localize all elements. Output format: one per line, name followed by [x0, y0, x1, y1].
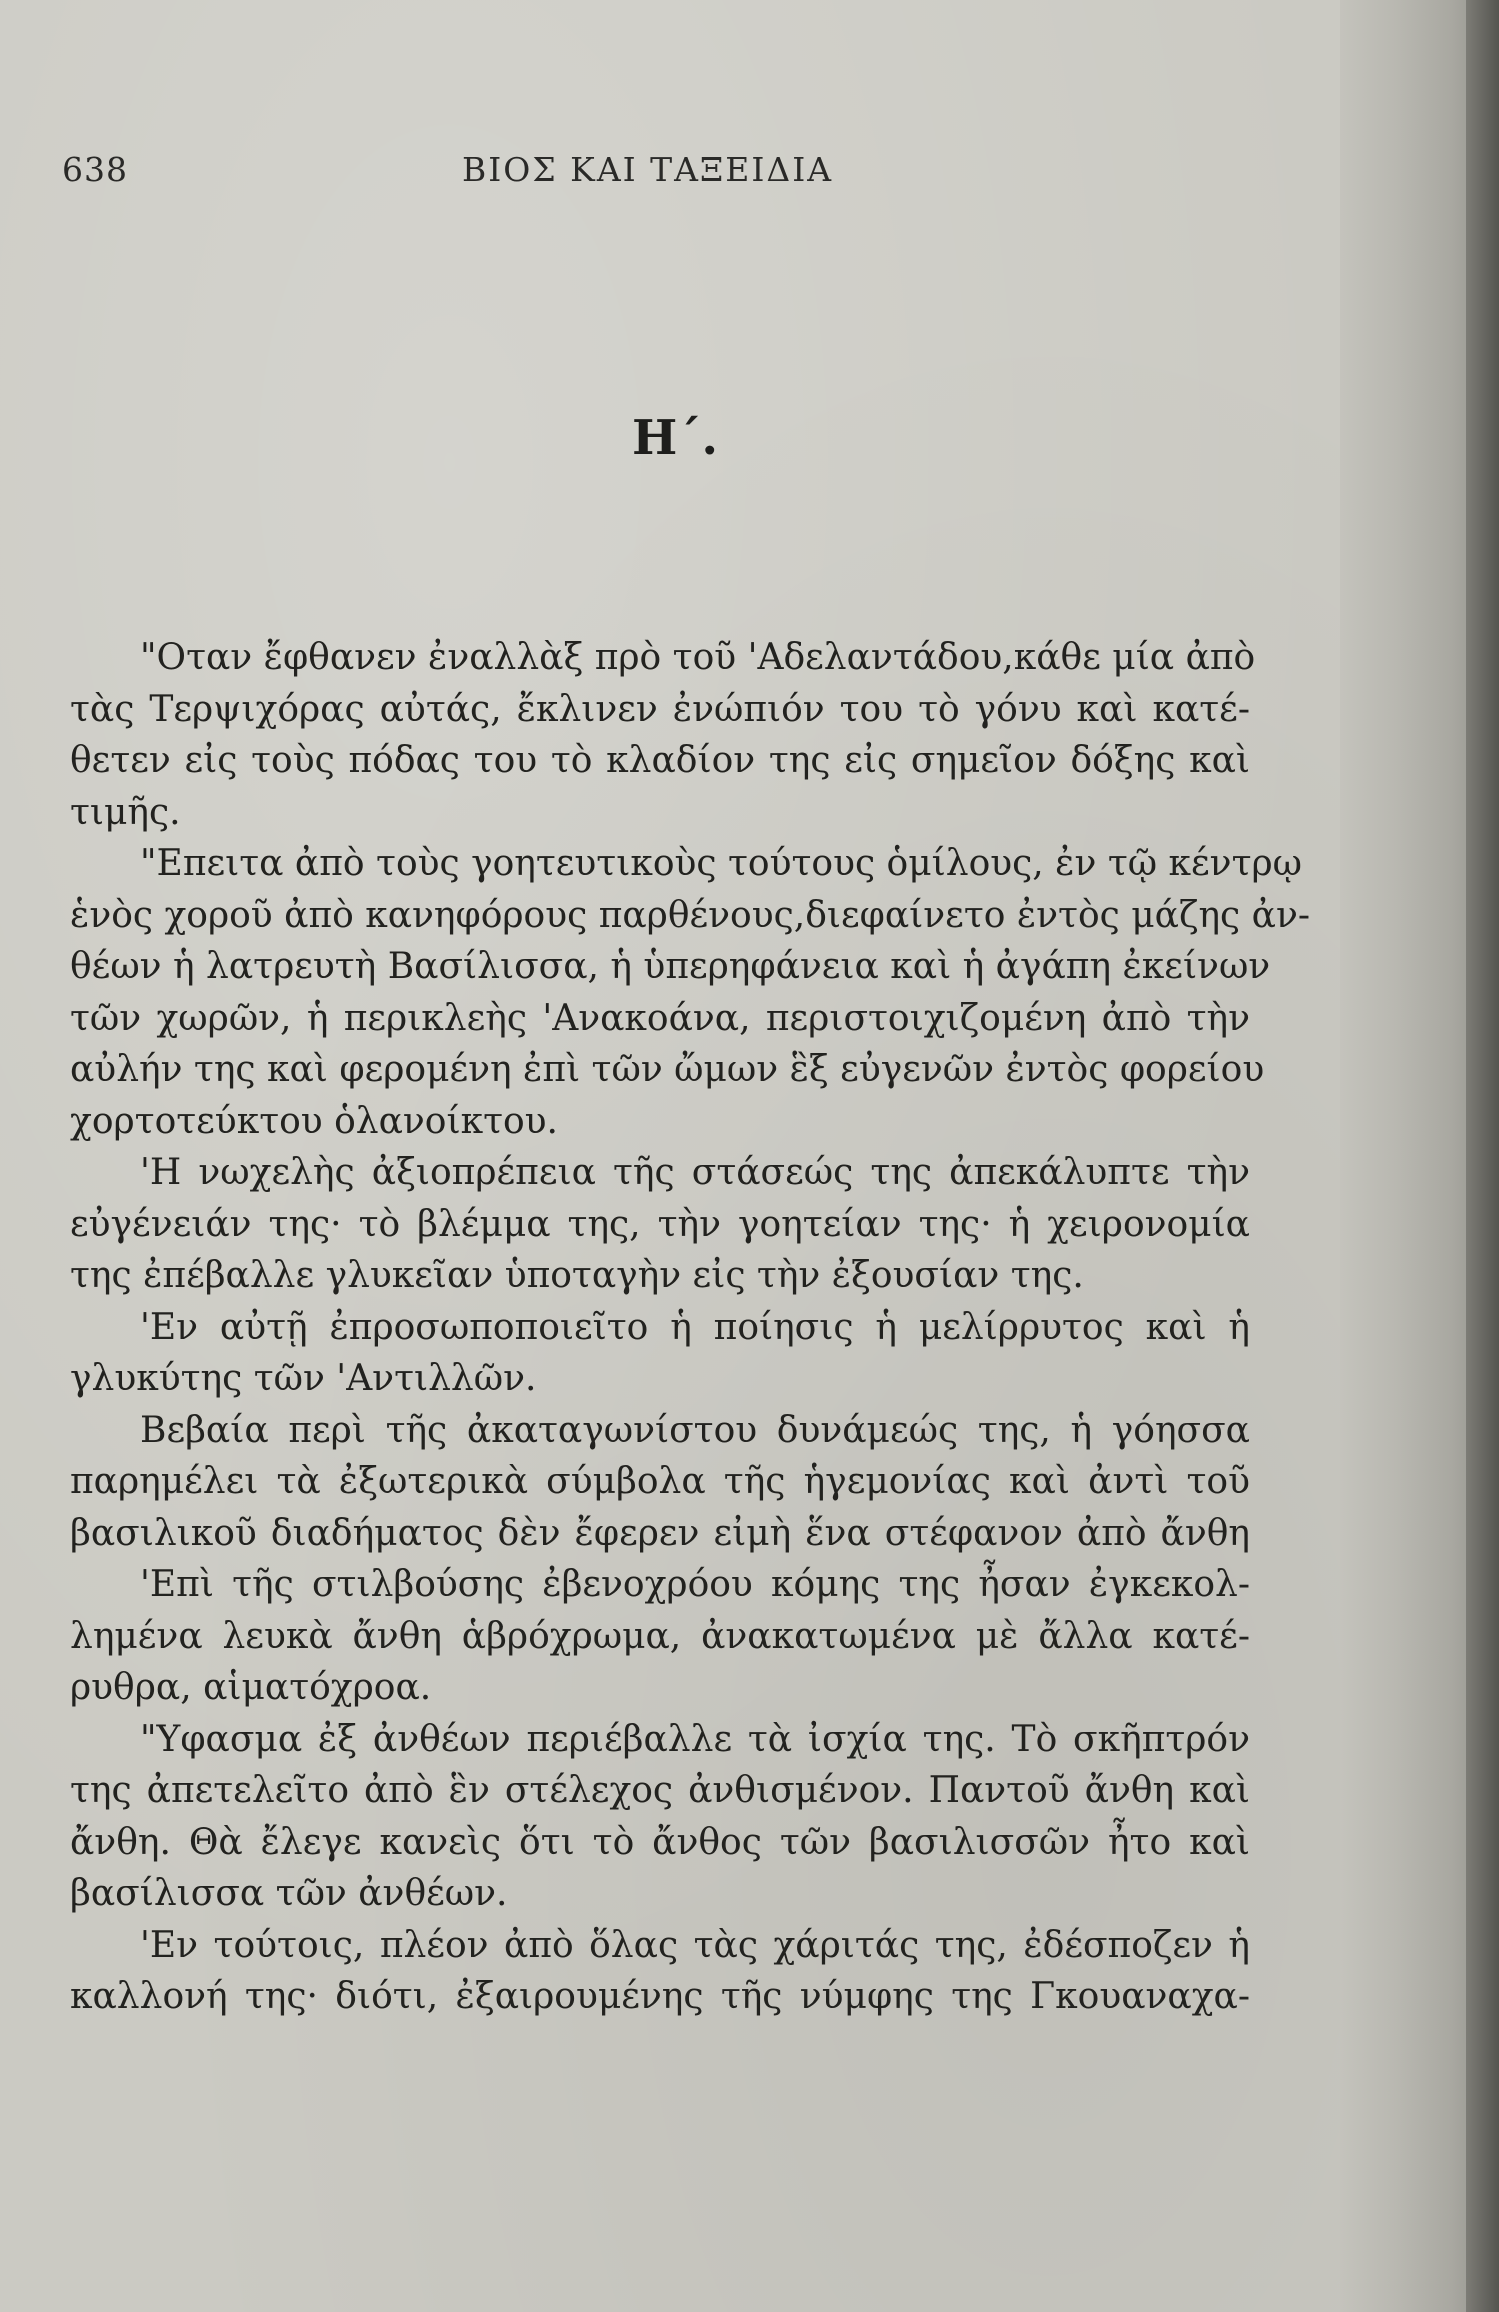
text-line: θετεν εἰς τοὺς πόδας του τὸ κλαδίον της εἰς σημεῖον δόξης καὶ	[70, 740, 1250, 781]
text-line: ἄνθη. Θὰ ἔλεγε κανεὶς ὅτι τὸ ἄνθος τῶν βασιλισσῶν ἦτο καὶ	[70, 1821, 1250, 1863]
text-line: τιμῆς.	[70, 791, 181, 833]
book-spine-edge	[1466, 0, 1499, 2312]
text-line: της ἀπετελεῖτο ἀπὸ ἓν στέλεχος ἀνθισμένον. Παντοῦ ἄνθη καὶ	[70, 1770, 1250, 1811]
text-line: λημένα λευκὰ ἄνθη ἁβρόχρωμα, ἀνακατωμένα μὲ ἄλλα κατέ-	[70, 1615, 1250, 1657]
text-line: γλυκύτης τῶν 'Αντιλλῶν.	[70, 1358, 537, 1399]
text-line: εὐγένειάν της· τὸ βλέμμα της, τὴν γοητείαν της· ἡ χειρονομία	[70, 1203, 1250, 1245]
text-line: "Υφασμα ἐξ ἀνθέων περιέβαλλε τὰ ἰσχία της. Τὸ σκῆπτρόν	[140, 1718, 1250, 1760]
text-line: ἑνὸς χοροῦ ἀπὸ κανηφόρους παρθένους,διεφαίνετο ἐντὸς μάζης ἀν-	[70, 894, 1310, 936]
text-line: αὐλήν της καὶ φερομένη ἐπὶ τῶν ὤμων ἓξ εὐγενῶν ἐντὸς φορείου	[70, 1049, 1265, 1090]
text-line: της ἐπέβαλλε γλυκεῖαν ὑποταγὴν εἰς τὴν ἐξουσίαν της.	[70, 1255, 1084, 1296]
text-line: "Οταν ἔφθανεν ἐναλλὰξ πρὸ τοῦ 'Αδελαντάδου,κάθε μία ἀπὸ	[140, 637, 1256, 678]
text-line: χορτοτεύκτου ὁλανοίκτου.	[70, 1100, 559, 1142]
page-number: 638	[62, 150, 128, 189]
text-line: παρημέλει τὰ ἐξωτερικὰ σύμβολα τῆς ἡγεμονίας καὶ ἀντὶ τοῦ	[70, 1461, 1250, 1502]
text-line: βασιλικοῦ διαδήματος δὲν ἔφερεν εἰμὴ ἕνα στέφανον ἀπὸ ἄνθη	[70, 1512, 1250, 1554]
text-line: τὰς Τερψιχόρας αὐτάς, ἔκλινεν ἐνώπιόν του τὸ γόνυ καὶ κατέ-	[70, 688, 1250, 730]
text-line: καλλονή της· διότι, ἐξαιρουμένης τῆς νύμφης της Γκουαναχα-	[70, 1976, 1250, 2017]
text-line: Βεβαία περὶ τῆς ἀκαταγωνίστου δυνάμεώς της, ἡ γόησσα	[140, 1409, 1250, 1451]
running-title: ΒΙΟΣ ΚΑΙ ΤΑΞΕΙΔΙΑ	[462, 150, 834, 189]
text-line: 'Εν αὐτῇ ἐπροσωποποιεῖτο ἡ ποίησις ἡ μελίρρυτος καὶ ἡ	[140, 1306, 1250, 1348]
text-line: τῶν χωρῶν, ἡ περικλεὴς 'Ανακοάνα, περιστοιχιζομένη ἀπὸ τὴν	[70, 997, 1250, 1039]
chapter-heading: Η΄.	[632, 410, 719, 466]
text-line: ρυθρα, αἱματόχροα.	[70, 1667, 432, 1708]
text-line: "Επειτα ἀπὸ τοὺς γοητευτικοὺς τούτους ὁμίλους, ἐν τῷ κέντρῳ	[140, 843, 1303, 884]
text-line: θέων ἡ λατρευτὴ Βασίλισσα, ἡ ὑπερηφάνεια καὶ ἡ ἀγάπη ἐκείνων	[70, 946, 1271, 987]
text-line: 'Εν τούτοις, πλέον ἀπὸ ὅλας τὰς χάριτάς της, ἐδέσποζεν ἡ	[140, 1924, 1250, 1966]
text-line: βασίλισσα τῶν ἀνθέων.	[70, 1873, 508, 1914]
body-text	[70, 632, 1310, 2023]
text-line: 'Επὶ τῆς στιλβούσης ἐβενοχρόου κόμης της ἦσαν ἐγκεκολ-	[140, 1564, 1250, 1605]
text-line: 'Η νωχελὴς ἀξιοπρέπεια τῆς στάσεώς της ἀπεκάλυπτε τὴν	[140, 1152, 1250, 1193]
